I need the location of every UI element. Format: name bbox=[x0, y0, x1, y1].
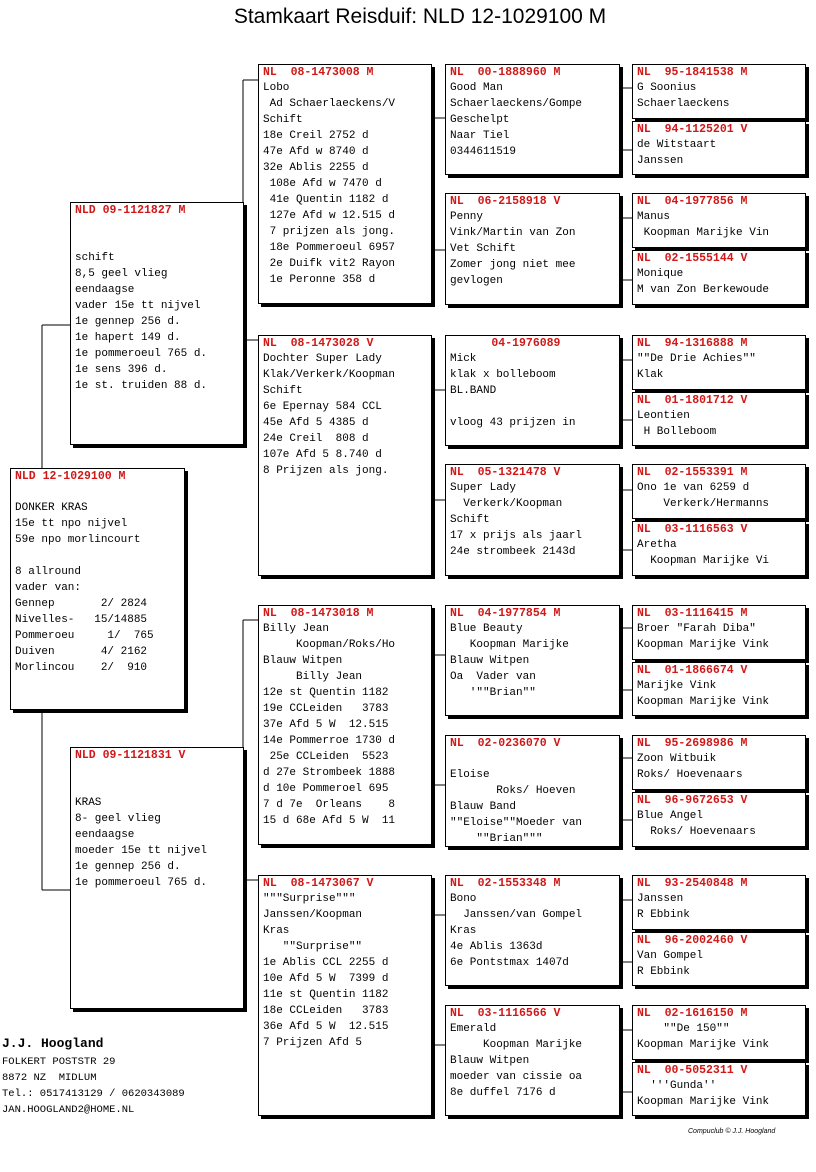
detail-line: Ono 1e van 6259 d bbox=[637, 482, 750, 494]
detail-line bbox=[15, 484, 184, 500]
gg-grandparent-ring-number: NL 03-1116563 V bbox=[637, 523, 748, 536]
detail-line: Koopman Marijke Vink bbox=[637, 696, 770, 708]
great-grandparent-card-6[interactable] bbox=[445, 735, 620, 847]
detail-line: Oa Vader van bbox=[450, 671, 536, 683]
detail-line: 18e Pommeroeul 6957 bbox=[263, 242, 396, 254]
detail-line: 47e Afd w 8740 d bbox=[263, 146, 369, 158]
detail-line: Emerald bbox=[450, 1023, 497, 1035]
grandparent-card-2[interactable] bbox=[258, 335, 432, 576]
great-grandparent-details bbox=[446, 80, 619, 160]
gg-grandparent-card-6[interactable] bbox=[632, 392, 806, 446]
gg-grandparent-card-7[interactable] bbox=[632, 464, 806, 519]
grandparent-ring-number: NL 08-1473028 V bbox=[263, 337, 374, 350]
dam-ring-number: NLD 09-1121831 V bbox=[75, 749, 186, 762]
detail-line: Koopman Marijke bbox=[450, 1039, 583, 1051]
detail-line: 107e Afd 5 8.740 d bbox=[263, 449, 382, 461]
grandparent-card-1[interactable] bbox=[258, 64, 432, 304]
detail-line: Geschelpt bbox=[450, 114, 510, 126]
detail-line: 19e CCLeiden 3783 bbox=[263, 703, 389, 715]
detail-line: 59e npo morlincourt bbox=[15, 534, 141, 546]
gg-grandparent-details bbox=[633, 537, 805, 569]
detail-line: 45e Afd 5 4385 d bbox=[263, 417, 369, 429]
great-grandparent-ring-number: NL 05-1321478 V bbox=[450, 466, 561, 479]
detail-line: 7 prijzen als jong. bbox=[263, 226, 396, 238]
detail-line: 6e Epernay 584 CCL bbox=[263, 401, 382, 413]
detail-line: 24e strombeek 2143d bbox=[450, 546, 576, 558]
great-grandparent-details bbox=[446, 209, 619, 289]
detail-line: Penny bbox=[450, 211, 484, 223]
detail-line: 37e Afd 5 W 12.515 bbox=[263, 719, 389, 731]
detail-line: 1e pommeroeul 765 d. bbox=[75, 877, 208, 889]
detail-line: R Ebbink bbox=[637, 966, 690, 978]
detail-line: moeder 15e tt nijvel bbox=[75, 845, 208, 857]
detail-line: d 10e Pommeroel 695 bbox=[263, 783, 389, 795]
detail-line: 8e duffel 7176 d bbox=[450, 1087, 556, 1099]
detail-line: 15e tt npo nijvel bbox=[15, 518, 128, 530]
detail-line: Koopman Marijke Vink bbox=[637, 639, 770, 651]
gg-grandparent-details bbox=[633, 408, 805, 440]
detail-line: Roks/ Hoevenaars bbox=[637, 826, 756, 838]
detail-line: 8 allround bbox=[15, 566, 82, 578]
gg-grandparent-details bbox=[633, 351, 805, 383]
gg-grandparent-card-4[interactable] bbox=[632, 250, 806, 305]
detail-line: 1e Ablis CCL 2255 d bbox=[263, 957, 389, 969]
detail-line: Koopman Marijke bbox=[450, 639, 569, 651]
gg-grandparent-details bbox=[633, 266, 805, 298]
detail-line: Duiven 4/ 2162 bbox=[15, 646, 148, 658]
gg-grandparent-card-15[interactable] bbox=[632, 1005, 806, 1060]
detail-line: klak x bolleboom bbox=[450, 369, 556, 381]
owner-street: FOLKERT POSTSTR 29 bbox=[2, 1056, 116, 1068]
gg-grandparent-ring-number: NL 94-1316888 M bbox=[637, 337, 748, 350]
detail-line: Blue Beauty bbox=[450, 623, 523, 635]
great-grandparent-ring-number: NL 04-1977854 M bbox=[450, 607, 561, 620]
great-grandparent-ring-number: NL 00-1888960 M bbox=[450, 66, 561, 79]
detail-line: 25e CCLeiden 5523 bbox=[263, 751, 389, 763]
detail-line: 1e st. truiden 88 d. bbox=[75, 380, 208, 392]
detail-line: Monique bbox=[637, 268, 684, 280]
gg-grandparent-card-1[interactable] bbox=[632, 64, 806, 119]
detail-line: Marijke Vink bbox=[637, 680, 717, 692]
detail-line: Blue Angel bbox=[637, 810, 704, 822]
detail-line: 0344611519 bbox=[450, 146, 517, 158]
dam-details bbox=[71, 763, 243, 891]
grandparent-details bbox=[259, 891, 431, 1051]
detail-line: Good Man bbox=[450, 82, 503, 94]
detail-line: 7 d 7e Orleans 8 bbox=[263, 799, 396, 811]
bird-details bbox=[11, 484, 184, 676]
detail-line: 41e Quentin 1182 d bbox=[263, 194, 389, 206]
detail-line: Dochter Super Lady bbox=[263, 353, 382, 365]
detail-line: '''Gunda'' bbox=[637, 1080, 717, 1092]
detail-line: 8 Prijzen als jong. bbox=[263, 465, 389, 477]
detail-line: Super Lady bbox=[450, 482, 517, 494]
great-grandparent-card-4[interactable] bbox=[445, 464, 620, 576]
detail-line: Blauw Witpen bbox=[450, 655, 530, 667]
detail-line: Schift bbox=[450, 514, 490, 526]
owner-email: JAN.HOOGLAND2@HOME.NL bbox=[2, 1104, 135, 1116]
detail-line: Lobo bbox=[263, 82, 290, 94]
page-title: Stamkaart Reisduif: NLD 12-1029100 M bbox=[233, 5, 607, 28]
detail-line: d 27e Strombeek 1888 bbox=[263, 767, 396, 779]
gg-grandparent-ring-number: NL 02-1616150 M bbox=[637, 1007, 748, 1020]
detail-line: 1e sens 396 d. bbox=[75, 364, 168, 376]
detail-line: Schaerlaeckens/Gompe bbox=[450, 98, 583, 110]
gg-grandparent-card-13[interactable] bbox=[632, 875, 806, 930]
detail-line: Eloise bbox=[450, 769, 490, 781]
gg-grandparent-ring-number: NL 96-9672653 V bbox=[637, 794, 748, 807]
detail-line: Blauw Witpen bbox=[263, 655, 343, 667]
great-grandparent-details bbox=[446, 351, 619, 431]
great-grandparent-card-3[interactable] bbox=[445, 335, 620, 446]
detail-line: KRAS bbox=[75, 797, 102, 809]
detail-line: eendaagse bbox=[75, 284, 135, 296]
gg-grandparent-ring-number: NL 95-1841538 M bbox=[637, 66, 748, 79]
detail-line: Koopman Marijke Vin bbox=[637, 227, 770, 239]
great-grandparent-details bbox=[446, 480, 619, 560]
detail-line: Billy Jean bbox=[263, 623, 330, 635]
detail-line: vader 15e tt nijvel bbox=[75, 300, 201, 312]
gg-grandparent-ring-number: NL 00-5052311 V bbox=[637, 1064, 748, 1077]
great-grandparent-card-7[interactable] bbox=[445, 875, 620, 986]
detail-line bbox=[75, 218, 243, 234]
gg-grandparent-details bbox=[633, 948, 805, 980]
detail-line: Koopman Marijke Vi bbox=[637, 555, 770, 567]
detail-line: 2e Duifk vit2 Rayon bbox=[263, 258, 396, 270]
detail-line: G Soonius bbox=[637, 82, 697, 94]
detail-line: Bono bbox=[450, 893, 477, 905]
detail-line: 6e Pontstmax 1407d bbox=[450, 957, 569, 969]
detail-line: 8,5 geel vlieg bbox=[75, 268, 168, 280]
detail-line: Zomer jong niet mee bbox=[450, 259, 576, 271]
detail-line: 8- geel vlieg bbox=[75, 813, 161, 825]
detail-line: ""De Drie Achies"" bbox=[637, 353, 756, 365]
gg-grandparent-card-3[interactable] bbox=[632, 193, 806, 248]
gg-grandparent-card-14[interactable] bbox=[632, 932, 806, 986]
gg-grandparent-card-9[interactable] bbox=[632, 605, 806, 660]
detail-line: DONKER KRAS bbox=[15, 502, 88, 514]
detail-line: ""Surprise"" bbox=[263, 941, 363, 953]
owner-name: J.J. Hoogland bbox=[2, 1036, 104, 1051]
gg-grandparent-ring-number: NL 02-1553391 M bbox=[637, 466, 748, 479]
grandparent-ring-number: NL 08-1473008 M bbox=[263, 66, 374, 79]
detail-line: Koopman Marijke Vink bbox=[637, 1096, 770, 1108]
great-grandparent-details bbox=[446, 1021, 619, 1101]
owner-phone: Tel.: 0517413129 / 0620343089 bbox=[2, 1088, 185, 1100]
detail-line: 18e CCLeiden 3783 bbox=[263, 1005, 389, 1017]
sire-card[interactable] bbox=[70, 202, 244, 445]
detail-line: 1e gennep 256 d. bbox=[75, 861, 181, 873]
detail-line: Schift bbox=[263, 385, 303, 397]
owner-city: 8872 NZ MIDLUM bbox=[2, 1072, 97, 1084]
gg-grandparent-details bbox=[633, 751, 805, 783]
grandparent-card-3[interactable] bbox=[258, 605, 432, 845]
great-grandparent-card-1[interactable] bbox=[445, 64, 620, 175]
detail-line bbox=[450, 399, 619, 415]
gg-grandparent-details bbox=[633, 480, 805, 512]
gg-grandparent-details bbox=[633, 891, 805, 923]
gg-grandparent-card-10[interactable] bbox=[632, 662, 806, 716]
detail-line: M van Zon Berkewoude bbox=[637, 284, 770, 296]
detail-line: 1e hapert 149 d. bbox=[75, 332, 181, 344]
detail-line: H Bolleboom bbox=[637, 426, 717, 438]
detail-line: R Ebbink bbox=[637, 909, 690, 921]
detail-line: Van Gompel bbox=[637, 950, 704, 962]
detail-line: Zoon Witbuik bbox=[637, 753, 717, 765]
gg-grandparent-ring-number: NL 95-2698986 M bbox=[637, 737, 748, 750]
detail-line bbox=[15, 548, 184, 564]
detail-line: Ad Schaerlaeckens/V bbox=[263, 98, 396, 110]
detail-line: 1e Peronne 358 d bbox=[263, 274, 376, 286]
detail-line: Naar Tiel bbox=[450, 130, 510, 142]
grandparent-ring-number: NL 08-1473067 V bbox=[263, 877, 374, 890]
great-grandparent-ring-number: NL 02-1553348 M bbox=[450, 877, 561, 890]
detail-line: eendaagse bbox=[75, 829, 135, 841]
detail-line: Gennep 2/ 2824 bbox=[15, 598, 148, 610]
detail-line: 17 x prijs als jaarl bbox=[450, 530, 583, 542]
detail-line: Manus bbox=[637, 211, 671, 223]
detail-line: Kras bbox=[450, 925, 477, 937]
grandparent-details bbox=[259, 351, 431, 479]
detail-line: """Surprise""" bbox=[263, 893, 356, 905]
detail-line: ""De 150"" bbox=[637, 1023, 730, 1035]
gg-grandparent-card-12[interactable] bbox=[632, 792, 806, 847]
detail-line: Aretha bbox=[637, 539, 677, 551]
sire-details bbox=[71, 218, 243, 394]
detail-line: Roks/ Hoevenaars bbox=[637, 769, 743, 781]
detail-line: Janssen/Koopman bbox=[263, 909, 363, 921]
detail-line: 36e Afd 5 W 12.515 bbox=[263, 1021, 389, 1033]
detail-line bbox=[450, 751, 619, 767]
bird-card[interactable] bbox=[10, 468, 185, 710]
detail-line: gevlogen bbox=[450, 275, 503, 287]
detail-line: Vet Schift bbox=[450, 243, 517, 255]
gg-grandparent-details bbox=[633, 209, 805, 241]
gg-grandparent-card-11[interactable] bbox=[632, 735, 806, 790]
grandparent-details bbox=[259, 80, 431, 288]
gg-grandparent-card-8[interactable] bbox=[632, 521, 806, 576]
gg-grandparent-ring-number: NL 96-2002460 V bbox=[637, 934, 748, 947]
detail-line: de Witstaart bbox=[637, 139, 717, 151]
detail-line: Janssen/van Gompel bbox=[450, 909, 583, 921]
detail-line: Verkerk/Koopman bbox=[450, 498, 563, 510]
gg-grandparent-ring-number: NL 93-2540848 M bbox=[637, 877, 748, 890]
grandparent-details bbox=[259, 621, 431, 829]
detail-line: Janssen bbox=[637, 155, 684, 167]
gg-grandparent-ring-number: NL 94-1125201 V bbox=[637, 123, 748, 136]
detail-line: 12e st Quentin 1182 bbox=[263, 687, 389, 699]
great-grandparent-card-2[interactable] bbox=[445, 193, 620, 305]
detail-line: Leontien bbox=[637, 410, 690, 422]
great-grandparent-details bbox=[446, 621, 619, 701]
detail-line: Koopman/Roks/Ho bbox=[263, 639, 396, 651]
sire-ring-number: NLD 09-1121827 M bbox=[75, 204, 186, 217]
gg-grandparent-card-16[interactable] bbox=[632, 1062, 806, 1116]
bird-ring-number: NLD 12-1029100 M bbox=[15, 470, 126, 483]
grandparent-ring-number: NL 08-1473018 M bbox=[263, 607, 374, 620]
detail-line: 108e Afd w 7470 d bbox=[263, 178, 382, 190]
detail-line: moeder van cissie oa bbox=[450, 1071, 583, 1083]
dam-card[interactable] bbox=[70, 747, 244, 1009]
detail-line: Roks/ Hoeven bbox=[450, 785, 576, 797]
great-grandparent-ring-number: 04-1976089 bbox=[450, 337, 561, 350]
detail-line: Broer "Farah Diba" bbox=[637, 623, 756, 635]
detail-line: 14e Pommerroe 1730 d bbox=[263, 735, 396, 747]
great-grandparent-details bbox=[446, 751, 619, 847]
detail-line: Schaerlaeckens bbox=[637, 98, 730, 110]
detail-line: Morlincou 2/ 910 bbox=[15, 662, 148, 674]
detail-line: vader van: bbox=[15, 582, 82, 594]
detail-line: Klak bbox=[637, 369, 664, 381]
detail-line: Klak/Verkerk/Koopman bbox=[263, 369, 396, 381]
gg-grandparent-details bbox=[633, 808, 805, 840]
detail-line: ""Brian""" bbox=[450, 833, 543, 845]
detail-line bbox=[75, 779, 243, 795]
detail-line: ""Eloise""Moeder van bbox=[450, 817, 583, 829]
gg-grandparent-details bbox=[633, 678, 805, 710]
detail-line: Kras bbox=[263, 925, 290, 937]
detail-line: vloog 43 prijzen in bbox=[450, 417, 576, 429]
detail-line: 127e Afd w 12.515 d bbox=[263, 210, 396, 222]
gg-grandparent-details bbox=[633, 621, 805, 653]
detail-line: '""Brian"" bbox=[450, 687, 536, 699]
gg-grandparent-card-2[interactable] bbox=[632, 121, 806, 175]
detail-line: 4e Ablis 1363d bbox=[450, 941, 543, 953]
gg-grandparent-ring-number: NL 04-1977856 M bbox=[637, 195, 748, 208]
detail-line: Pommeroeu 1/ 765 bbox=[15, 630, 154, 642]
detail-line bbox=[75, 234, 243, 250]
gg-grandparent-details bbox=[633, 137, 805, 169]
gg-grandparent-card-5[interactable] bbox=[632, 335, 806, 390]
great-grandparent-ring-number: NL 06-2158918 V bbox=[450, 195, 561, 208]
grandparent-card-4[interactable] bbox=[258, 875, 432, 1116]
detail-line: Blauw Band bbox=[450, 801, 517, 813]
gg-grandparent-ring-number: NL 01-1801712 V bbox=[637, 394, 748, 407]
detail-line: 15 d 68e Afd 5 W 11 bbox=[263, 815, 396, 827]
detail-line: 24e Creil 808 d bbox=[263, 433, 369, 445]
great-grandparent-details bbox=[446, 891, 619, 971]
detail-line bbox=[75, 763, 243, 779]
gg-grandparent-ring-number: NL 01-1866674 V bbox=[637, 664, 748, 677]
detail-line: Blauw Witpen bbox=[450, 1055, 530, 1067]
detail-line: 18e Creil 2752 d bbox=[263, 130, 369, 142]
great-grandparent-card-8[interactable] bbox=[445, 1005, 620, 1116]
detail-line: BL.BAND bbox=[450, 385, 497, 397]
detail-line: 10e Afd 5 W 7399 d bbox=[263, 973, 389, 985]
detail-line: Billy Jean bbox=[263, 671, 363, 683]
detail-line: Schift bbox=[263, 114, 303, 126]
detail-line: schift bbox=[75, 252, 115, 264]
gg-grandparent-details bbox=[633, 80, 805, 112]
detail-line: Janssen bbox=[637, 893, 684, 905]
detail-line: 1e pommeroeul 765 d. bbox=[75, 348, 208, 360]
detail-line: Verkerk/Hermanns bbox=[637, 498, 770, 510]
detail-line: Mick bbox=[450, 353, 477, 365]
detail-line: 7 Prijzen Afd 5 bbox=[263, 1037, 363, 1049]
detail-line: Vink/Martin van Zon bbox=[450, 227, 576, 239]
software-credit: Compuclub © J.J. Hoogland bbox=[688, 1128, 776, 1135]
owner-info bbox=[2, 1034, 185, 1118]
gg-grandparent-ring-number: NL 03-1116415 M bbox=[637, 607, 748, 620]
gg-grandparent-ring-number: NL 02-1555144 V bbox=[637, 252, 748, 265]
gg-grandparent-details bbox=[633, 1078, 805, 1110]
detail-line: Koopman Marijke Vink bbox=[637, 1039, 770, 1051]
gg-grandparent-details bbox=[633, 1021, 805, 1053]
great-grandparent-ring-number: NL 02-0236070 V bbox=[450, 737, 561, 750]
detail-line: 11e st Quentin 1182 bbox=[263, 989, 389, 1001]
great-grandparent-card-5[interactable] bbox=[445, 605, 620, 716]
detail-line: 1e gennep 256 d. bbox=[75, 316, 181, 328]
detail-line: Nivelles- 15/14885 bbox=[15, 614, 148, 626]
great-grandparent-ring-number: NL 03-1116566 V bbox=[450, 1007, 561, 1020]
detail-line: 32e Ablis 2255 d bbox=[263, 162, 369, 174]
